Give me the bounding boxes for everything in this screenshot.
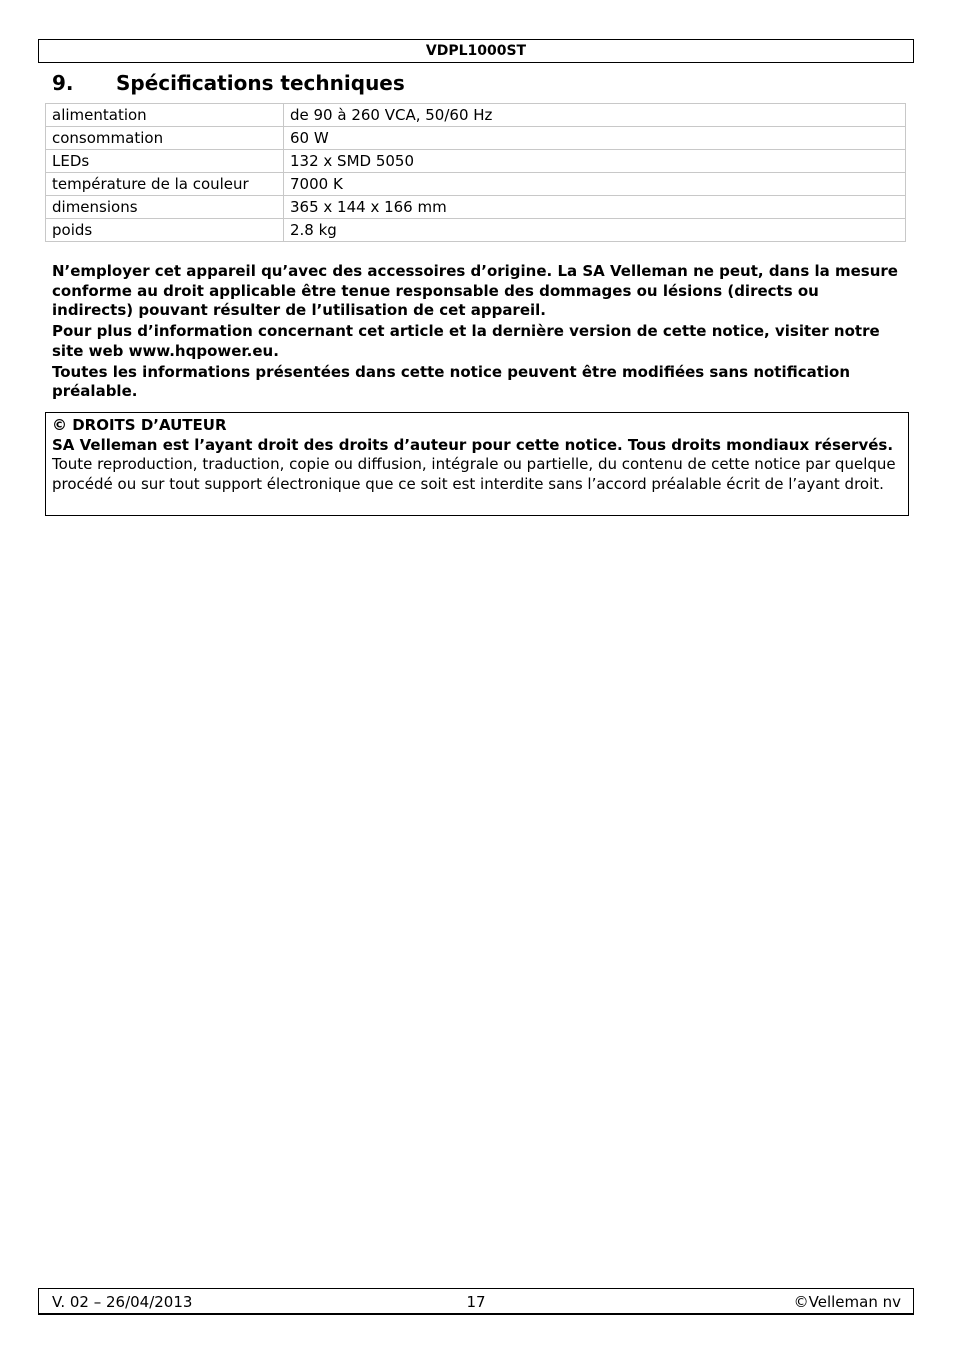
copyright-heading: © DROITS D’AUTEUR: [52, 416, 227, 434]
spec-value: de 90 à 260 VCA, 50/60 Hz: [284, 104, 906, 127]
spec-value: 7000 K: [284, 173, 906, 196]
model-name: VDPL1000ST: [425, 43, 527, 59]
spec-label: alimentation: [46, 104, 284, 127]
specs-table: [45, 103, 906, 242]
spec-value: 132 x SMD 5050: [284, 150, 906, 173]
note-modifications: Toutes les informations présentées dans cette notice peuvent être modifiées sans notification préalable.: [52, 362, 851, 400]
copyright-box: [45, 412, 909, 516]
section-heading: Spécifications techniques: [116, 71, 405, 95]
spec-label: LEDs: [46, 150, 284, 173]
copyright-text: [52, 436, 902, 495]
page-header: [38, 39, 914, 63]
spec-label: dimensions: [46, 196, 284, 219]
table-row: [46, 127, 906, 150]
table-row: [46, 173, 906, 196]
footer-company: ©Velleman nv: [793, 1293, 901, 1311]
note-website: Pour plus d’information concernant cet article et la dernière version de cette notice, visiter notre site web www.hqpower.eu.: [52, 322, 880, 360]
table-row: [46, 219, 906, 242]
table-row: [46, 196, 906, 219]
copyright-bold-text: SA Velleman est l’ayant droit des droits d’auteur pour cette notice. Tous droits mondiaux réservés.: [52, 435, 894, 454]
note-accessories: N’employer cet appareil qu’avec des accessoires d’origine. La SA Velleman ne peut, dans la mesure conforme au droit applicable être tenue responsable des dommages ou lésions (directs ou indirects) pouvant résulter de l’utilisation de cet appareil.: [52, 262, 898, 319]
copyright-body-text: Toute reproduction, traduction, copie ou diffusion, intégrale ou partielle, du contenu de cette notice par quelque procédé ou sur tout support électronique que ce soit est interdite sans l’accord préalable écrit de l’ayant droit.: [52, 455, 896, 493]
spec-value: 365 x 144 x 166 mm: [284, 196, 906, 219]
page-footer: [38, 1288, 914, 1315]
spec-label: consommation: [46, 127, 284, 150]
spec-label: température de la couleur: [46, 173, 284, 196]
spec-value: 2.8 kg: [284, 219, 906, 242]
table-row: [46, 104, 906, 127]
section-title: [52, 70, 405, 96]
spec-value: 60 W: [284, 127, 906, 150]
table-row: [46, 150, 906, 173]
spec-label: poids: [46, 219, 284, 242]
footer-version: V. 02 – 26/04/2013: [52, 1293, 193, 1311]
section-number: 9.: [52, 71, 74, 95]
notes-block: [52, 262, 902, 403]
footer-page-number: 17: [466, 1293, 486, 1311]
